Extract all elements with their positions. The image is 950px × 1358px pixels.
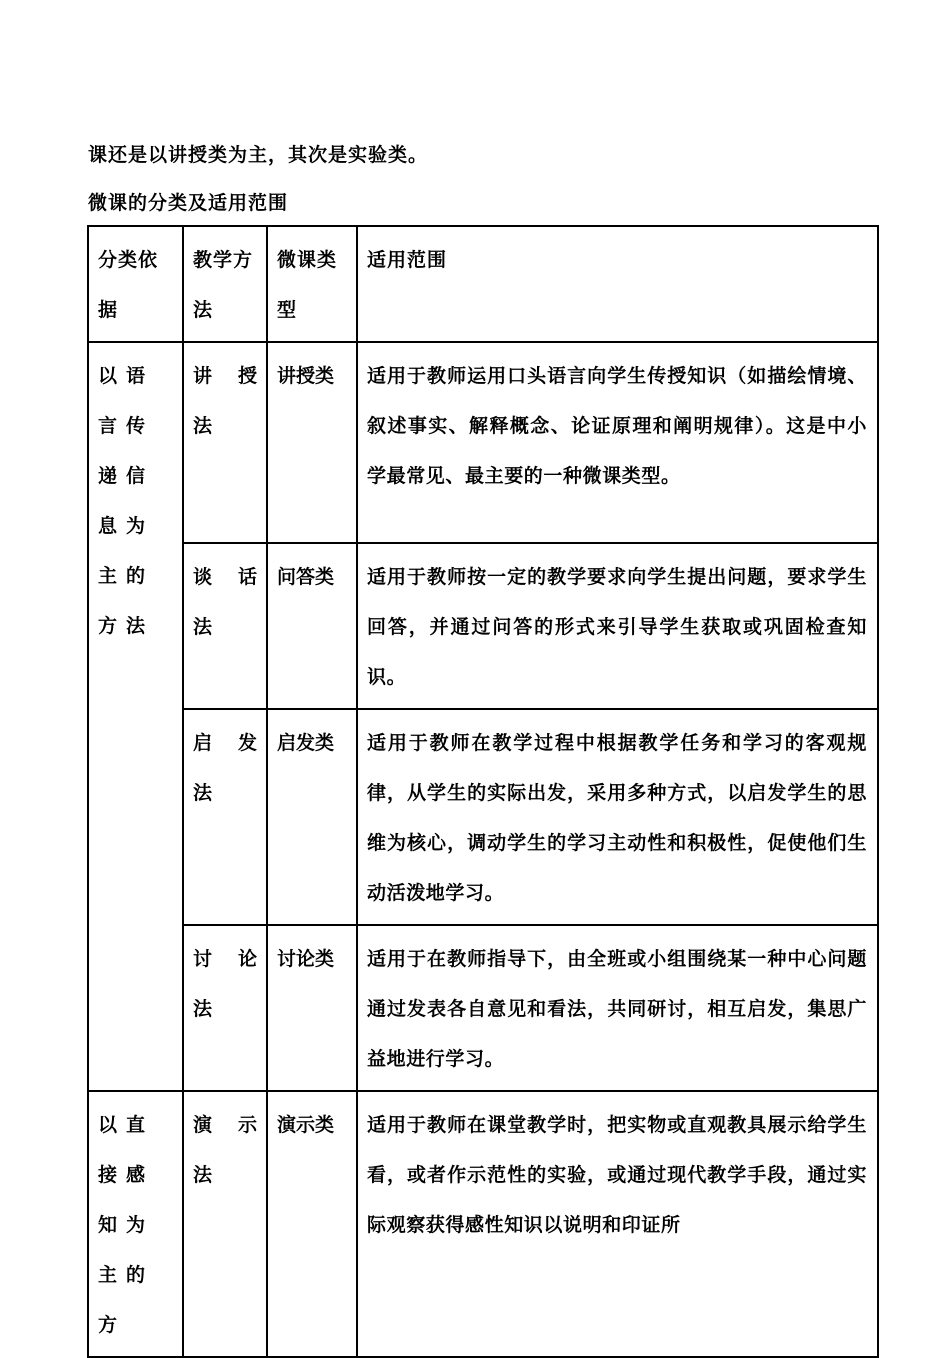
method-char: 论 (237, 948, 258, 970)
type-cell: 讨论类 (267, 925, 357, 1091)
intro-paragraph: 课还是以讲授类为主，其次是实验类。 (88, 144, 429, 166)
basis-cell-perception: 以直接感知为主的方 (88, 1091, 183, 1357)
method-cell (183, 543, 267, 709)
table-caption: 微课的分类及适用范围 (88, 192, 289, 214)
method-char: 演 (193, 1114, 214, 1136)
method-char: 讲 (193, 365, 214, 387)
method-cell (183, 925, 267, 1091)
method-char: 法 (193, 998, 214, 1020)
table-row (88, 709, 878, 925)
method-char: 授 (237, 365, 258, 387)
method-cell (183, 709, 267, 925)
method-char: 讨 (193, 948, 214, 970)
scope-cell: 适用于在教师指导下，由全班或小组围绕某一种中心问题通过发表各自意见和看法，共同研讨，相互启发，集思广益地进行学习。 (357, 925, 878, 1091)
type-cell: 问答类 (267, 543, 357, 709)
method-char: 法 (193, 1164, 214, 1186)
method-char: 谈 (193, 566, 214, 588)
table-row (88, 543, 878, 709)
method-cell (183, 342, 267, 543)
method-char: 示 (237, 1114, 258, 1136)
method-char: 话 (237, 566, 258, 588)
table-row (88, 925, 878, 1091)
type-cell: 启发类 (267, 709, 357, 925)
method-char: 法 (193, 782, 214, 804)
table-row (88, 342, 878, 543)
header-method: 教学方法 (183, 226, 267, 342)
header-basis: 分类依据 (88, 226, 183, 342)
table-header-row (88, 226, 878, 342)
method-char: 法 (193, 616, 214, 638)
header-type: 微课类型 (267, 226, 357, 342)
scope-cell: 适用于教师在课堂教学时，把实物或直观教具展示给学生看，或者作示范性的实验，或通过现代教学手段，通过实际观察获得感性知识以说明和印证所 (357, 1091, 878, 1357)
header-scope: 适用范围 (357, 226, 878, 342)
scope-cell: 适用于教师运用口头语言向学生传授知识（如描绘情境、叙述事实、解释概念、论证原理和阐明规律）。这是中小学最常见、最主要的一种微课类型。 (357, 342, 878, 543)
table-row (88, 1091, 878, 1357)
scope-cell: 适用于教师在教学过程中根据教学任务和学习的客观规律，从学生的实际出发，采用多种方式，以启发学生的思维为核心，调动学生的学习主动性和积极性，促使他们生动活泼地学习。 (357, 709, 878, 925)
micro-lesson-classification-table (87, 225, 879, 1358)
basis-cell-language: 以语言传递信息为主的方法 (88, 342, 183, 1091)
type-cell: 演示类 (267, 1091, 357, 1357)
method-char: 发 (237, 732, 258, 754)
type-cell: 讲授类 (267, 342, 357, 543)
method-char: 启 (193, 732, 214, 754)
method-char: 法 (193, 415, 214, 437)
method-cell (183, 1091, 267, 1357)
scope-cell: 适用于教师按一定的教学要求向学生提出问题，要求学生回答，并通过问答的形式来引导学生获取或巩固检查知识。 (357, 543, 878, 709)
